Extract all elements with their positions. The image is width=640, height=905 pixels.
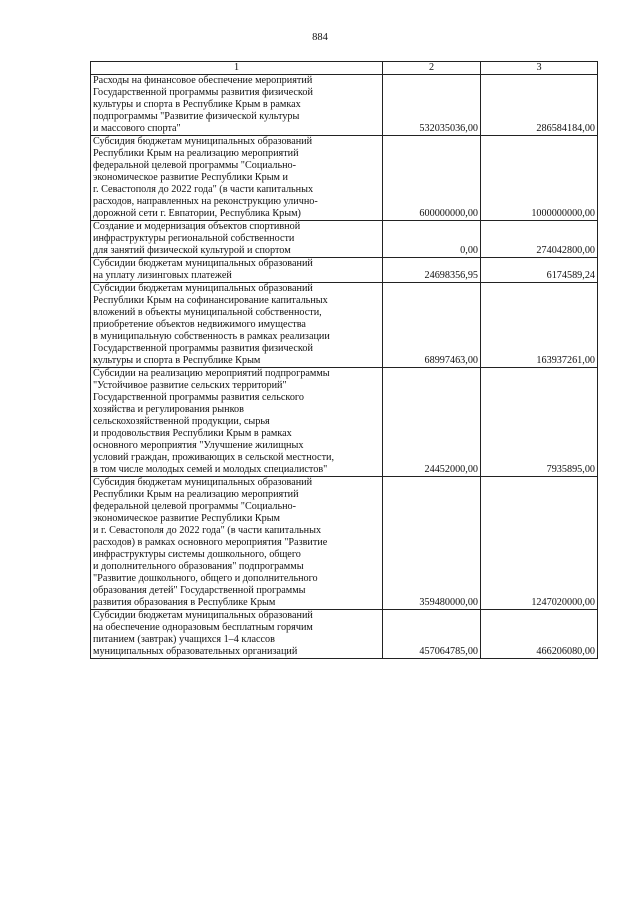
table-row	[91, 477, 598, 610]
row-value-col2: 0,00	[383, 221, 481, 258]
table-row	[91, 258, 598, 283]
page-number: 884	[312, 32, 328, 43]
row-description: Субсидии на реализацию мероприятий подпрограммы "Устойчивое развитие сельских территорий" Государственной программы развития сельского хозяйства и регулирования рынков сельскохозяйственной продукции, сырья и продовольствия Республики Крым в рамках основного мероприятия "Улучшение жилищных условий граждан, проживающих в сельской местности, в том числе молодых семей и молодых специалистов"	[91, 368, 383, 477]
column-header-2: 2	[383, 62, 481, 75]
row-value-col2: 24698356,95	[383, 258, 481, 283]
row-description: Субсидии бюджетам муниципальных образований Республики Крым на софинансирование капитальных вложений в объекты муниципальной собственности, приобретение объектов недвижимого имущества в муниципальную собственность в рамках реализации Государственной программы развития физической культуры и спорта в Республике Крым	[91, 283, 383, 368]
row-value-col3: 466206080,00	[481, 610, 598, 659]
row-value-col2: 24452000,00	[383, 368, 481, 477]
row-value-col2: 68997463,00	[383, 283, 481, 368]
table-row	[91, 283, 598, 368]
row-value-col3: 274042800,00	[481, 221, 598, 258]
row-value-col2: 359480000,00	[383, 477, 481, 610]
budget-table	[90, 61, 598, 659]
row-description: Субсидия бюджетам муниципальных образований Республики Крым на реализацию мероприятий федеральной целевой программы "Социально- экономическое развитие Республики Крым и г. Севастополя до 2022 года" (в части капитальных расходов, направленных на реконструкцию улично- дорожной сети г. Евпатории, Республика Крым)	[91, 136, 383, 221]
table-row	[91, 610, 598, 659]
table-row	[91, 368, 598, 477]
row-value-col3: 1247020000,00	[481, 477, 598, 610]
row-value-col2: 600000000,00	[383, 136, 481, 221]
column-header-3: 3	[481, 62, 598, 75]
row-description: Субсидии бюджетам муниципальных образований на обеспечение одноразовым бесплатным горячим питанием (завтрак) учащихся 1–4 классов муниципальных образовательных организаций	[91, 610, 383, 659]
row-description: Создание и модернизация объектов спортивной инфраструктуры региональной собственности для занятий физической культурой и спортом	[91, 221, 383, 258]
row-value-col3: 1000000000,00	[481, 136, 598, 221]
row-value-col2: 532035036,00	[383, 75, 481, 136]
row-description: Субсидии бюджетам муниципальных образований на уплату лизинговых платежей	[91, 258, 383, 283]
table-row	[91, 221, 598, 258]
row-value-col3: 163937261,00	[481, 283, 598, 368]
row-value-col2: 457064785,00	[383, 610, 481, 659]
row-value-col3: 6174589,24	[481, 258, 598, 283]
table-row	[91, 136, 598, 221]
table-header-row	[91, 62, 598, 75]
row-value-col3: 7935895,00	[481, 368, 598, 477]
column-header-1: 1	[91, 62, 383, 75]
row-description: Расходы на финансовое обеспечение мероприятий Государственной программы развития физической культуры и спорта в Республике Крым в рамках подпрограммы "Развитие физической культуры и массового спорта"	[91, 75, 383, 136]
row-description: Субсидия бюджетам муниципальных образований Республики Крым на реализацию мероприятий федеральной целевой программы "Социально- экономическое развитие Республики Крым и г. Севастополя до 2022 года" (в части капитальных расходов) в рамках основного мероприятия "Развитие инфраструктуры системы дошкольного, общего и дополнительного образования" подпрограммы "Развитие дошкольного, общего и дополнительного образования детей" Государственной программы развития образования в Республике Крым	[91, 477, 383, 610]
table-row	[91, 75, 598, 136]
row-value-col3: 286584184,00	[481, 75, 598, 136]
